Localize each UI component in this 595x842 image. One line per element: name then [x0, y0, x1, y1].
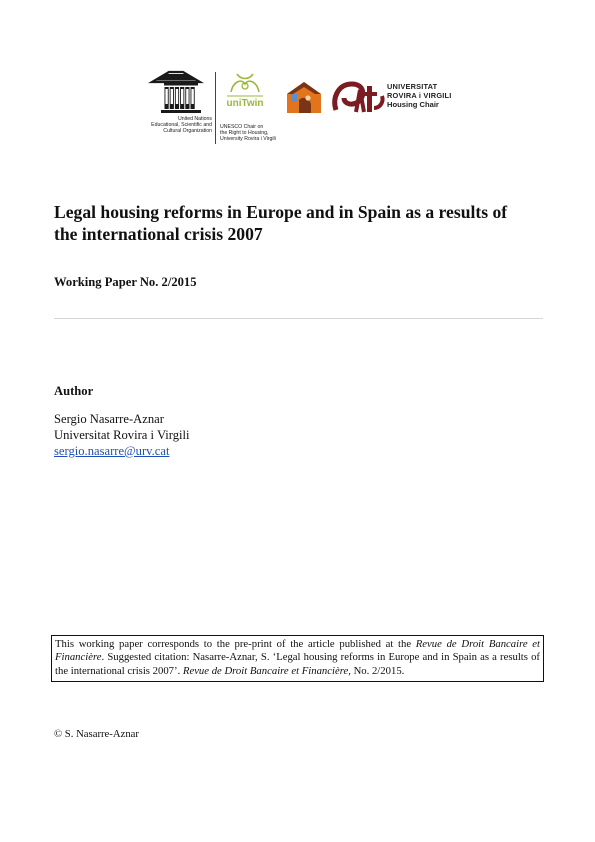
urv-logo-icon: [330, 78, 386, 118]
urv-line: ROVIRA i VIRGILI: [387, 91, 452, 100]
logo-divider: [215, 72, 216, 144]
unitwin-caption-line: UNESCO Chair on: [220, 124, 264, 130]
unesco-caption-line: Educational, Scientific and: [151, 122, 212, 128]
unesco-caption-line: Cultural Organization: [163, 128, 212, 134]
logo-strip: [134, 70, 479, 150]
urv-line: UNIVERSITAT: [387, 82, 438, 91]
copyright-notice: © S. Nasarre-Aznar: [54, 728, 139, 740]
unitwin-caption-line: University Rovira i Virgili: [220, 136, 276, 142]
unesco-caption-line: United Nations: [177, 116, 212, 122]
unitwin-logo-icon: [221, 72, 271, 116]
urv-housing-chair-text: [387, 82, 487, 109]
unesco-logo-icon: [134, 70, 216, 116]
unesco-caption: [134, 116, 212, 134]
unitwin-mark-text: uniTwin: [226, 98, 264, 109]
author-name: Sergio Nasarre-Aznar: [54, 412, 164, 426]
divider-line: [54, 318, 543, 319]
working-paper-number: Working Paper No. 2/2015: [54, 275, 197, 289]
citation-note-box: [51, 635, 544, 682]
author-affiliation: Universitat Rovira i Virgili: [54, 428, 190, 442]
author-email-link[interactable]: sergio.nasarre@urv.cat: [54, 444, 170, 458]
housing-chair-line: Housing Chair: [387, 100, 439, 109]
author-block: [54, 411, 190, 459]
housing-chair-house-icon: [285, 80, 323, 114]
unitwin-caption: [220, 124, 320, 142]
journal-name: Revue de Droit Bancaire et Financière: [55, 638, 541, 664]
document-title: Legal housing reforms in Europe and in Spain as a results of the international crisis 2007: [54, 202, 508, 244]
author-heading: Author: [54, 384, 94, 398]
note-text: This working paper corresponds to the pre-print of the article published at the: [55, 638, 416, 650]
unitwin-caption-line: the Right to Housing,: [220, 130, 269, 136]
note-text: . Suggested citation: Nasarre-Aznar, S. ‘Legal housing reforms in Europe and in Spain as a results of the international crisis 2007’.: [55, 651, 540, 677]
journal-name: Revue de Droit Bancaire et Financière: [182, 664, 349, 677]
note-text: , No. 2/2015.: [348, 664, 405, 677]
